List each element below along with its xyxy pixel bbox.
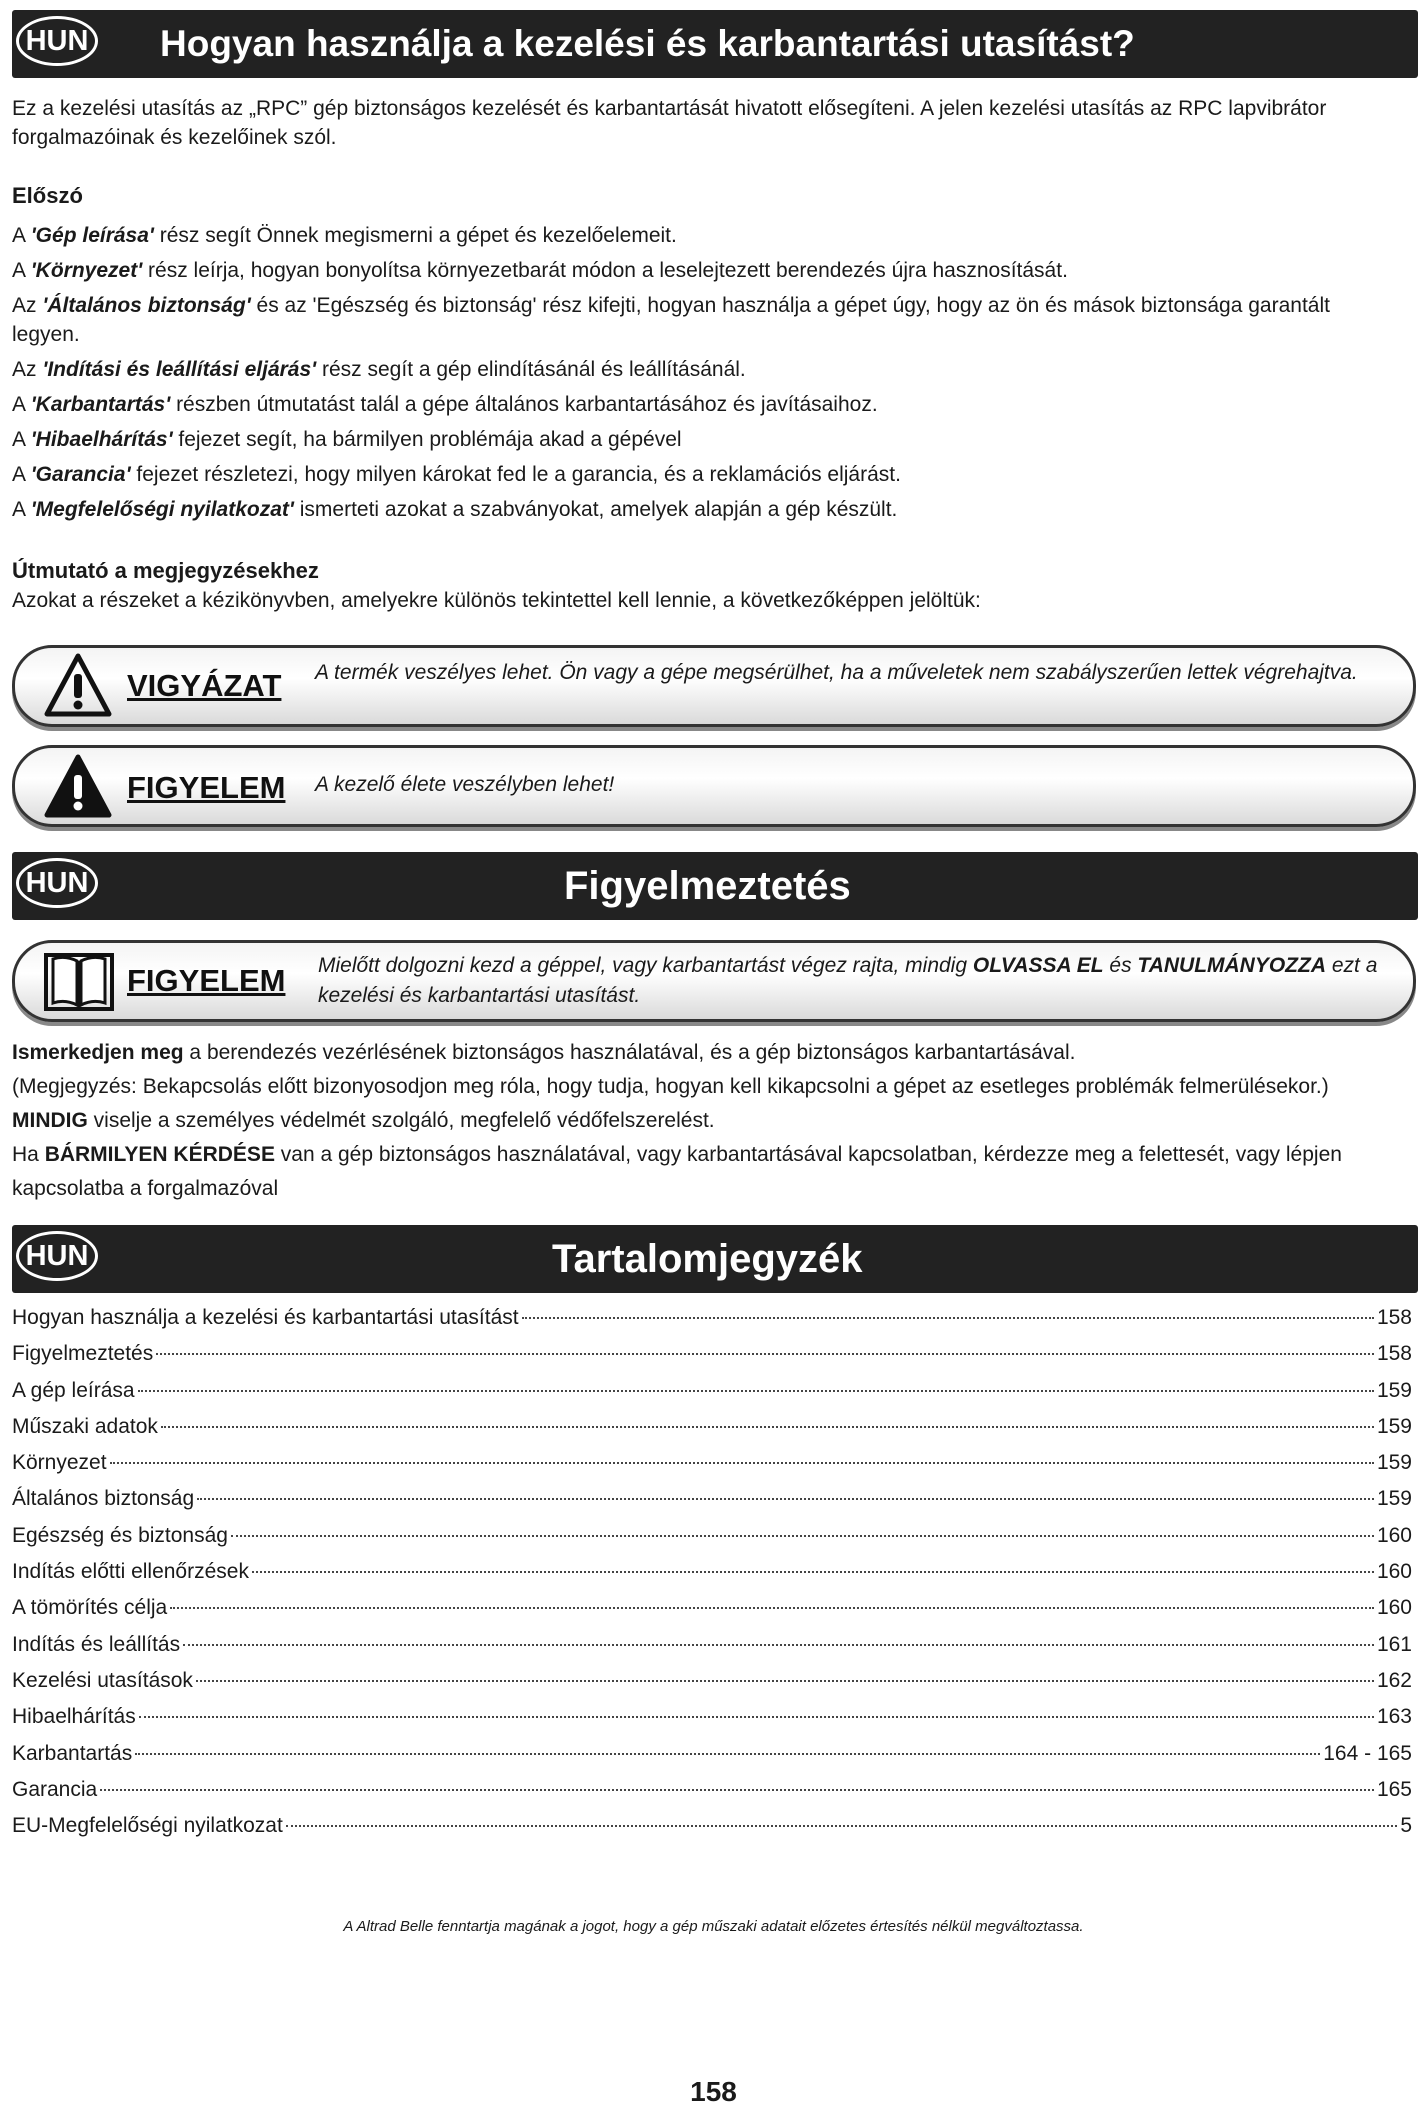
toc-entry[interactable]: Hogyan használja a kezelési és karbantartási utasítást 158 — [12, 1306, 1412, 1329]
foreword-item: A 'Környezet' rész leírja, hogyan bonyolítsa környezetbarát módon a leselejtezett berendezés újra hasznosítását. — [12, 259, 1068, 282]
foreword-item: A 'Hibaelhárítás' fejezet segít, ha bármilyen problémája akad a gépével — [12, 428, 682, 451]
warning-line: MINDIG viselje a személyes védelmét szolgáló, megfelelő védőfelszerelést. — [12, 1109, 715, 1132]
warning-title: FIGYELEM — [127, 770, 286, 805]
toc-entry[interactable]: A tömörítés célja 160 — [12, 1596, 1412, 1620]
warnings-block — [12, 1036, 1412, 1206]
language-badge: HUN — [16, 1231, 98, 1281]
page-number: 158 — [690, 2076, 737, 2107]
toc-entry[interactable]: Egészség és biztonság 160 — [12, 1523, 1412, 1547]
warning-line: (Megjegyzés: Bekapcsolás előtt bizonyosodjon meg róla, hogy tudja, hogyan kell kikapcsolni a gépet az esetleges problémák felmerülésekor.) — [12, 1075, 1329, 1098]
toc-entry[interactable]: Garancia 165 — [12, 1777, 1412, 1801]
language-badge: HUN — [16, 16, 98, 66]
caution-text: A termék veszélyes lehet. Ön vagy a gépe megsérülhet, ha a műveletek nem szabályszerűen lettek végrehajtva. — [315, 661, 1358, 684]
read-manual-callout — [12, 940, 1416, 1022]
manual-book-icon — [43, 951, 115, 1013]
foreword-item: A 'Megfelelőségi nyilatkozat' ismerteti azokat a szabványokat, amelyek alapján a gép készült. — [12, 498, 898, 521]
foreword-heading: Előszó — [12, 183, 83, 208]
section-title: Tartalomjegyzék — [552, 1237, 863, 1281]
foreword-item: A 'Garancia' fejezet részletezi, hogy milyen károkat fed le a garancia, és a reklamációs eljárást. — [12, 463, 901, 486]
foreword-item: A 'Gép leírása' rész segít Önnek megismerni a gépet és kezelőelemeit. — [12, 224, 677, 247]
footnote: A Altrad Belle fenntartja magának a jogot, hogy a gép műszaki adatait előzetes értesítés nélkül megváltoztassa. — [343, 1918, 1084, 1935]
foreword-list — [12, 221, 1412, 530]
notes-guide-text: Azokat a részeket a kézikönyvben, amelyekre különös tekintettel kell lennie, a következőképpen jelöltük: — [12, 589, 981, 612]
toc-entry[interactable]: Műszaki adatok 159 — [12, 1414, 1412, 1438]
intro-paragraph: Ez a kezelési utasítás az „RPC” gép biztonságos kezelését és karbantartását hivatott elősegíteni. A jelen kezelési utasítás az RPC lapvibrátor forgalmazóinak és kezelőinek szól. — [12, 97, 1327, 149]
section-header-usage — [12, 10, 1418, 78]
caution-title: VIGYÁZAT — [127, 668, 282, 703]
toc-entry[interactable]: A gép leírása 159 — [12, 1378, 1412, 1402]
warning-text: A kezelő élete veszélyben lehet! — [315, 773, 615, 796]
language-badge: HUN — [16, 858, 98, 908]
table-of-contents — [12, 1306, 1412, 1850]
toc-entry[interactable]: Környezet 159 — [12, 1451, 1412, 1475]
notes-guide-heading: Útmutató a megjegyzésekhez — [12, 558, 319, 583]
read-manual-title: FIGYELEM — [127, 963, 286, 998]
toc-entry[interactable]: Hibaelhárítás 163 — [12, 1705, 1412, 1729]
toc-entry[interactable]: Indítás és leállítás 161 — [12, 1632, 1412, 1656]
section-header-warnings — [12, 852, 1418, 920]
foreword-item: Az 'Indítási és leállítási eljárás' rész segít a gép elindításánál és leállításánál. — [12, 358, 746, 381]
warning-triangle-icon — [43, 753, 113, 821]
caution-callout — [12, 645, 1416, 727]
read-manual-text: Mielőtt dolgozni kezd a géppel, vagy karbantartást végez rajta, mindig OLVASSA EL és TANULMÁNYOZZA ezt a kezelési és karbantartási utasítást. — [318, 954, 1378, 1007]
section-header-contents — [12, 1225, 1418, 1293]
caution-triangle-icon — [43, 652, 113, 720]
warning-line: Ha BÁRMILYEN KÉRDÉSE van a gép biztonságos használatával, vagy karbantartásával kapcsolatban, kérdezze meg a felettesét, vagy lépjen kapcsolatba a forgalmazóval — [12, 1143, 1342, 1200]
foreword-item: Az 'Általános biztonság' és az 'Egészség és biztonság' rész kifejti, hogyan használja a gépet úgy, hogy az ön és mások biztonsága garantált legyen. — [12, 294, 1330, 346]
foreword-item: A 'Karbantartás' részben útmutatást talál a gépe általános karbantartásához és javításaihoz. — [12, 393, 878, 416]
toc-entry[interactable]: Indítás előtti ellenőrzések 160 — [12, 1560, 1412, 1584]
toc-entry[interactable]: Karbantartás 164 - 165 — [12, 1741, 1412, 1765]
toc-entry[interactable]: Kezelési utasítások 162 — [12, 1668, 1412, 1692]
toc-entry[interactable]: EU-Megfelelőségi nyilatkozat 5 — [12, 1814, 1412, 1838]
toc-entry[interactable]: Figyelmeztetés 158 — [12, 1342, 1412, 1366]
warning-line: Ismerkedjen meg a berendezés vezérlésének biztonságos használatával, és a gép biztonságos karbantartásával. — [12, 1041, 1076, 1064]
warning-callout — [12, 745, 1416, 827]
toc-entry[interactable]: Általános biztonság 159 — [12, 1487, 1412, 1511]
section-title: Figyelmeztetés — [564, 864, 851, 908]
section-title: Hogyan használja a kezelési és karbantartási utasítást? — [160, 23, 1135, 64]
